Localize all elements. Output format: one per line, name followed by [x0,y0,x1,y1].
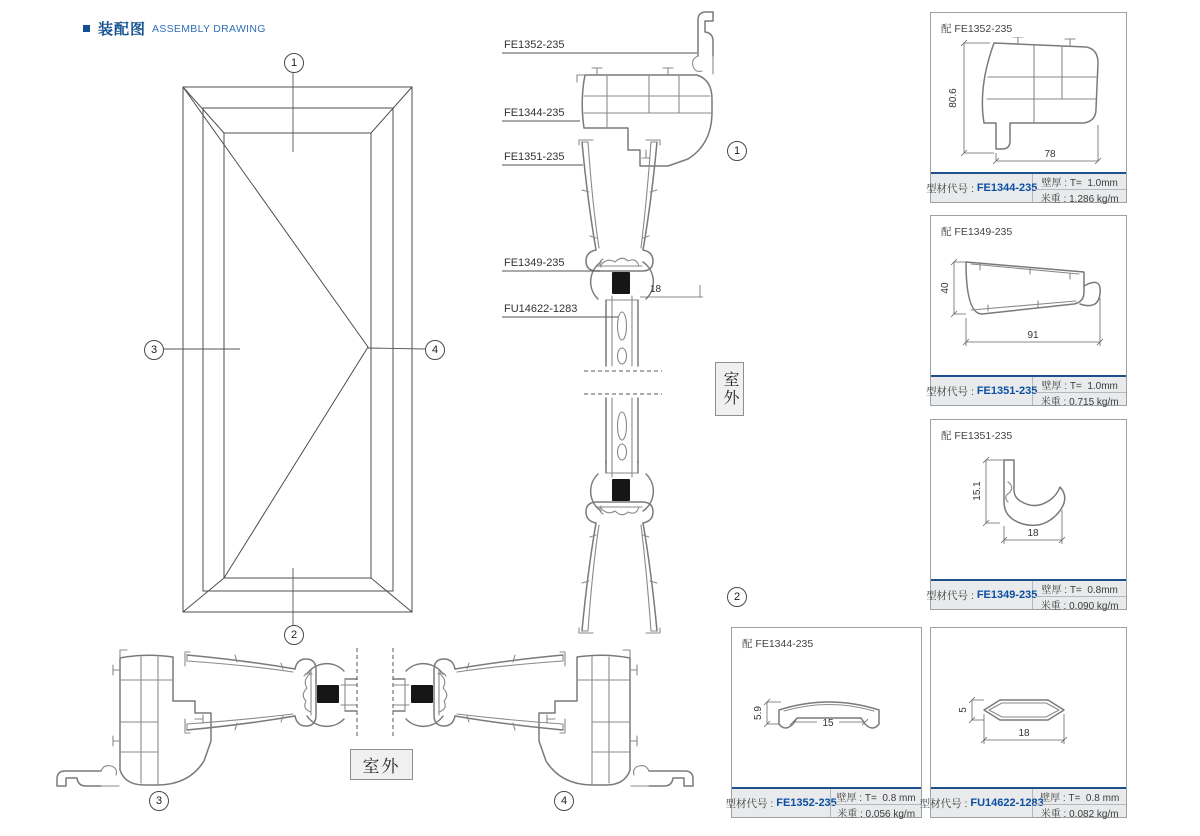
profile-code-cell [725,789,837,817]
profile-drawing-fe1351 [938,240,1119,372]
detail-box-fe1351 [926,215,1127,408]
code-value: FE1349-235 [976,589,1038,601]
detail-box-fe1352 [725,627,922,820]
spec-bar [725,787,921,820]
spec-bar [926,375,1126,408]
code-label: 型材代号 : [926,182,977,195]
profile-drawing-fe1349 [938,444,1119,576]
part-label-fe1349: FE1349-235 [504,257,565,269]
match-label: 配 FE1344-235 [742,638,814,650]
thickness-row: 壁厚 : T= 1.0mm [1033,174,1126,190]
thickness-row: 壁厚 : T= 0.8mm [1033,581,1126,597]
callout-2-section: 2 [727,587,747,607]
part-label-fe1344: FE1344-235 [504,107,565,119]
svg-text:15: 15 [822,718,834,729]
svg-text:78: 78 [1044,149,1056,160]
window-elevation-drawing [162,71,425,625]
svg-text:18: 18 [1027,528,1039,539]
code-value: FU14622-1283 [970,797,1044,809]
code-value: FE1352-235 [776,797,837,809]
spec-bar [926,579,1126,612]
svg-text:5.9: 5.9 [753,706,764,720]
code-label: 型材代号 : [926,385,977,398]
profile-drawing-fe1352 [739,652,916,784]
svg-text:80.6: 80.6 [948,88,959,108]
part-label-fu14622: FU14622-1283 [504,303,578,315]
thickness-row: 壁厚 : T= 0.8 mm [1033,789,1126,805]
svg-text:18: 18 [1018,728,1030,739]
spec-cell [1033,174,1126,205]
weight-row: 米重 : 1.286 kg/m [1040,194,1119,205]
profile-code-cell [926,581,1038,609]
spec-cell [1033,789,1126,820]
svg-text:5: 5 [958,707,969,713]
svg-text:91: 91 [1027,330,1039,341]
callout-1-elevation: 1 [284,53,304,73]
spec-cell [1033,377,1126,408]
weight-row: 米重 : 0.090 kg/m [1040,601,1119,612]
callout-4-section: 4 [554,791,574,811]
profile-drawing-fe1344 [938,37,1119,169]
profile-code-cell [926,174,1038,202]
code-label: 型材代号 : [926,589,977,602]
match-label: 配 FE1351-235 [941,430,1013,442]
weight-row: 米重 : 0.082 kg/m [1040,809,1119,820]
svg-text:15.1: 15.1 [972,481,983,501]
spec-cell [1033,581,1126,612]
code-value: FE1344-235 [976,182,1038,194]
page-title: 装配图 [98,21,147,38]
page-subtitle: ASSEMBLY DRAWING [152,22,266,35]
thickness-row: 壁厚 : T= 0.8 mm [831,789,921,805]
code-value: FE1351-235 [976,385,1038,397]
code-label: 型材代号 : [919,797,971,810]
vertical-section-drawing [502,12,713,633]
callout-3-elevation: 3 [144,340,164,360]
code-label: 型材代号 : [725,797,777,810]
detail-box-fu14622 [919,627,1127,820]
match-label: 配 FE1349-235 [941,226,1013,238]
weight-row: 米重 : 0.715 kg/m [1040,397,1119,408]
profile-code-cell [926,377,1038,405]
spec-cell [831,789,921,820]
part-label-fe1352: FE1352-235 [504,39,565,51]
callout-2-elevation: 2 [284,625,304,645]
callout-4-elevation: 4 [425,340,445,360]
thickness-row: 壁厚 : T= 1.0mm [1033,377,1126,393]
part-label-fe1351: FE1351-235 [504,151,565,163]
callout-1-section: 1 [727,141,747,161]
profile-code-cell [919,789,1044,817]
match-label: 配 FE1352-235 [941,23,1013,35]
weight-row: 米重 : 0.056 kg/m [837,809,916,820]
detail-box-fe1349 [926,419,1127,612]
dim-18: 18 [650,284,662,295]
spec-bar [919,787,1126,820]
callout-3-section: 3 [149,791,169,811]
profile-drawing-fu14622 [938,652,1119,784]
svg-text:40: 40 [940,282,951,294]
spec-bar [926,172,1126,205]
detail-box-fe1344 [926,12,1127,205]
outdoor-tag-vertical: 室外 [715,362,744,416]
outdoor-tag-horizontal: 室外 [350,749,413,780]
